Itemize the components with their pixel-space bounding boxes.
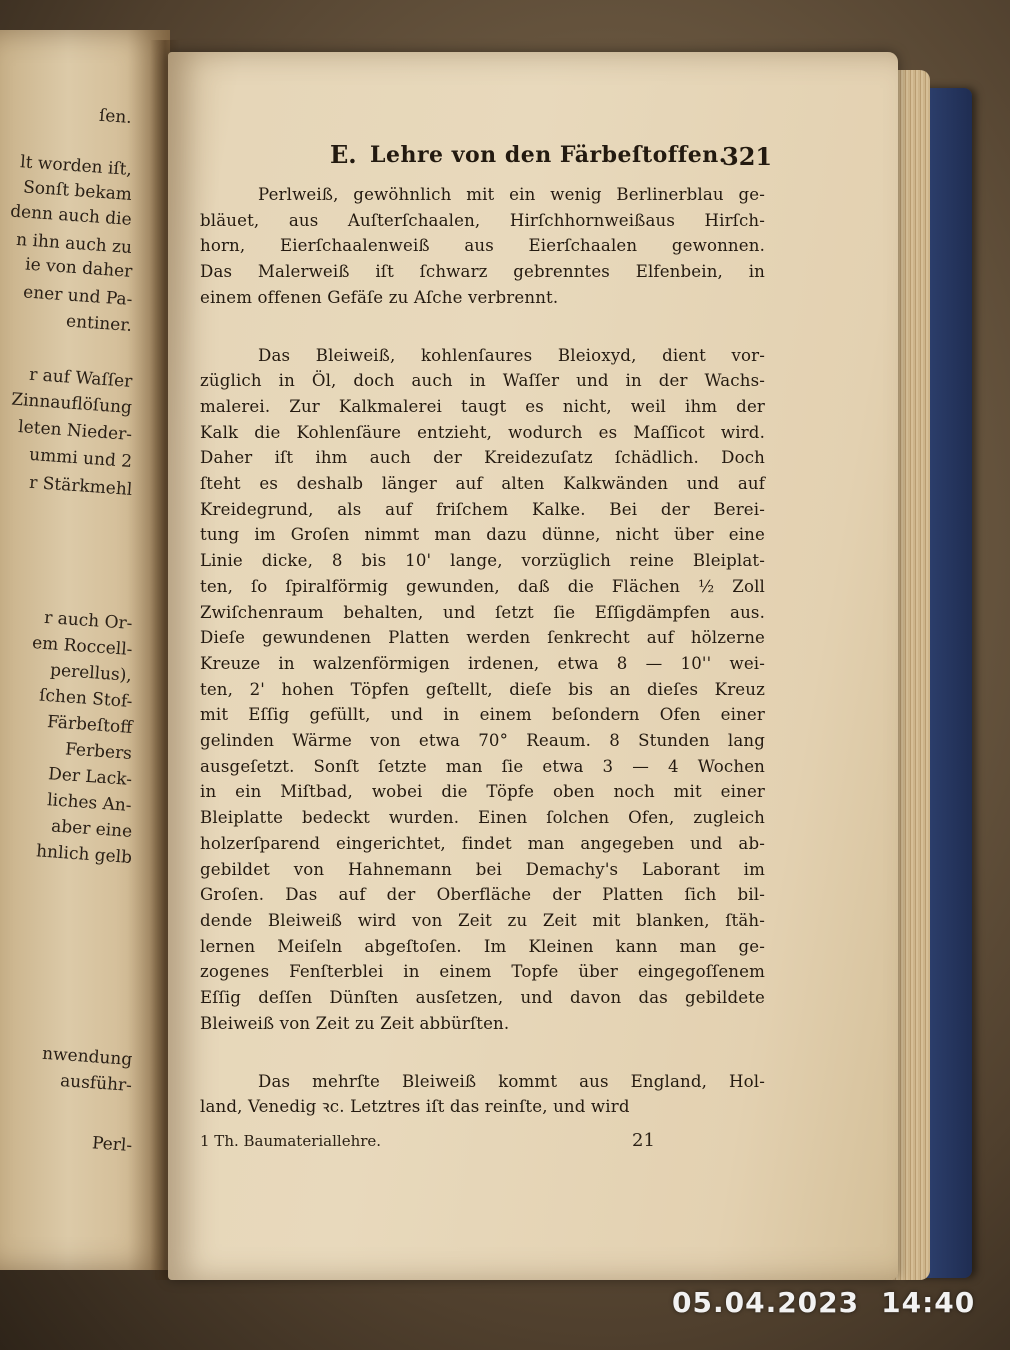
text-line: lernen Meiſeln abgeſtoſen. Im Kleinen kann man ge- (200, 936, 765, 956)
left-page-line: lt worden iſt, (19, 152, 133, 180)
text-line: Linie dicke, 8 bis 10' lange, vorzüglich reine Bleiplat- (200, 551, 765, 571)
left-page-line: aber eine (50, 816, 133, 842)
text-line: Eſſig deſſen Dünſten ausſetzen, und davon das gebildete (200, 988, 765, 1008)
text-line: malerei. Zur Kalkmalerei taugt es nicht, weil ihm der (200, 396, 765, 416)
text-line: bläuet, aus Auſterſchaalen, Hirſchhornweißaus Hirſch- (200, 210, 765, 230)
paragraph (200, 182, 765, 311)
text-line: ten, 2' hohen Töpfen geſtellt, dieſe bis an dieſes Kreuz (200, 679, 765, 699)
text-line: Daher iſt ihm auch der Kreidezuſatz ſchädlich. Doch (200, 448, 765, 468)
text-line: Kalk die Kohlenſäure entzieht, wodurch es Maſſicot wird. (200, 422, 765, 442)
left-page-line: ener und Pa- (22, 282, 133, 310)
text-line: horn, Eierſchaalenweiß aus Eierſchaalen gewonnen. (200, 236, 765, 256)
text-line: einem offenen Gefäſe zu Aſche verbrennt. (200, 287, 559, 307)
left-page-line: nwendung (41, 1043, 133, 1070)
text-line: dende Bleiweiß wird von Zeit zu Zeit mit blanken, ſtäh- (200, 910, 765, 930)
left-page-line: r auch Or- (43, 607, 133, 634)
text-line: Dieſe gewundenen Platten werden ſenkrecht auf hölzerne (200, 628, 765, 648)
left-page-line: entiner. (65, 311, 133, 336)
sheet-number: 21 (632, 1130, 655, 1151)
left-page-line: ſchen Stof- (38, 685, 133, 712)
text-line: Das mehrſte Bleiweiß kommt aus England, Hol- (258, 1071, 765, 1091)
header-title: Lehre von den Färbeſtoffen. (370, 142, 727, 168)
left-page-line: Perl- (91, 1133, 133, 1156)
left-page-line: Ferbers (64, 739, 133, 764)
paragraph-gap (200, 311, 765, 343)
text-line: Bleiweiß von Zeit zu Zeit abbürſten. (200, 1013, 510, 1033)
left-page-line: Sonſt bekam (22, 177, 133, 205)
left-page-line: n ihn auch zu (15, 229, 133, 258)
left-page-line: em Roccell- (31, 633, 133, 660)
page-body (200, 182, 765, 1120)
paragraph-gap (200, 1037, 765, 1069)
left-page-line: r Stärkmehl (28, 472, 133, 500)
text-line: Groſen. Das auf der Oberfläche der Platten ſich bil- (200, 885, 765, 905)
text-line: ausgeſetzt. Sonſt ſetzte man ſie etwa 3 — 4 Wochen (200, 756, 765, 776)
timestamp-time: 14:40 (881, 1286, 976, 1319)
left-page-line: liches An- (46, 790, 133, 816)
running-header (330, 140, 800, 180)
text-line: Das Bleiweiß, kohlenſaures Bleioxyd, dient vor- (258, 345, 765, 365)
photo-timestamp (672, 1286, 975, 1319)
footer-signature: 1 Th. Baumateriallehre. (200, 1132, 382, 1150)
left-page-line: ummi und 2 (28, 444, 133, 472)
text-line: Perlweiß, gewöhnlich mit ein wenig Berlinerblau ge- (258, 185, 765, 204)
text-line: Kreuze in walzenförmigen irdenen, etwa 8 — 10'' wei- (200, 653, 765, 673)
section-letter: E. (330, 140, 357, 169)
text-line: züglich in Öl, doch auch in Waſſer und in der Wachs- (200, 371, 765, 391)
text-line: in ein Miſtbad, wobei die Töpfe oben noch mit einer (200, 782, 765, 802)
left-page-line: ausführ- (59, 1071, 133, 1096)
left-page-line: Der Lack- (47, 764, 133, 790)
text-line: Bleiplatte bedeckt wurden. Einen ſolchen Ofen, zugleich (200, 808, 765, 828)
text-line: tung im Groſen nimmt man dazu dünne, nicht über eine (200, 525, 765, 545)
text-line: Kreidegrund, als auf friſchem Kalke. Bei der Berei- (200, 499, 765, 519)
text-line: Das Malerweiß iſt ſchwarz gebrenntes Elfenbein, in (200, 262, 765, 282)
text-line: land, Venedig ꝛc. Letztres iſt das reinſte, und wird (200, 1097, 630, 1117)
left-page-line: denn auch die (10, 201, 133, 230)
text-line: gelinden Wärme von etwa 70° Reaum. 8 Stunden lang (200, 731, 765, 751)
text-line: zogenes Fenſterblei in einem Topfe über eingegoſſenem (200, 962, 765, 982)
left-page-line: Zinnauflöſung (10, 389, 133, 418)
text-line: holzerſparend eingerichtet, findet man angegeben und ab- (200, 833, 765, 853)
text-line: gebildet von Hahnemann bei Demachy's Laborant im (200, 859, 765, 879)
page-footer (200, 1132, 740, 1162)
left-page-line: perellus), (49, 660, 133, 686)
text-line: ten, ſo ſpiralförmig gewunden, daß die Flächen ½ Zoll (200, 576, 765, 596)
text-line: mit Eſſig gefüllt, und in einem beſondern Ofen einer (200, 705, 765, 725)
left-page-line: r auf Waſſer (28, 364, 133, 392)
paragraph (200, 1069, 765, 1120)
left-page-line: hnlich gelb (35, 841, 133, 868)
left-page-line: ie von daher (24, 254, 133, 282)
page-number: 321 (722, 142, 773, 171)
paragraph (200, 343, 765, 1037)
text-line: ſteht es deshalb länger auf alten Kalkwänden und auf (200, 474, 765, 494)
left-page-text (0, 30, 152, 1270)
left-page-line: Färbeſtoff (46, 712, 133, 738)
left-page-line: leten Nieder- (17, 417, 133, 445)
timestamp-date: 05.04.2023 (672, 1286, 860, 1319)
text-line: Zwiſchenraum behalten, und ſetzt ſie Eſſigdämpfen aus. (200, 602, 765, 622)
left-page-line: ſen. (98, 105, 133, 128)
left-page (0, 30, 170, 1270)
